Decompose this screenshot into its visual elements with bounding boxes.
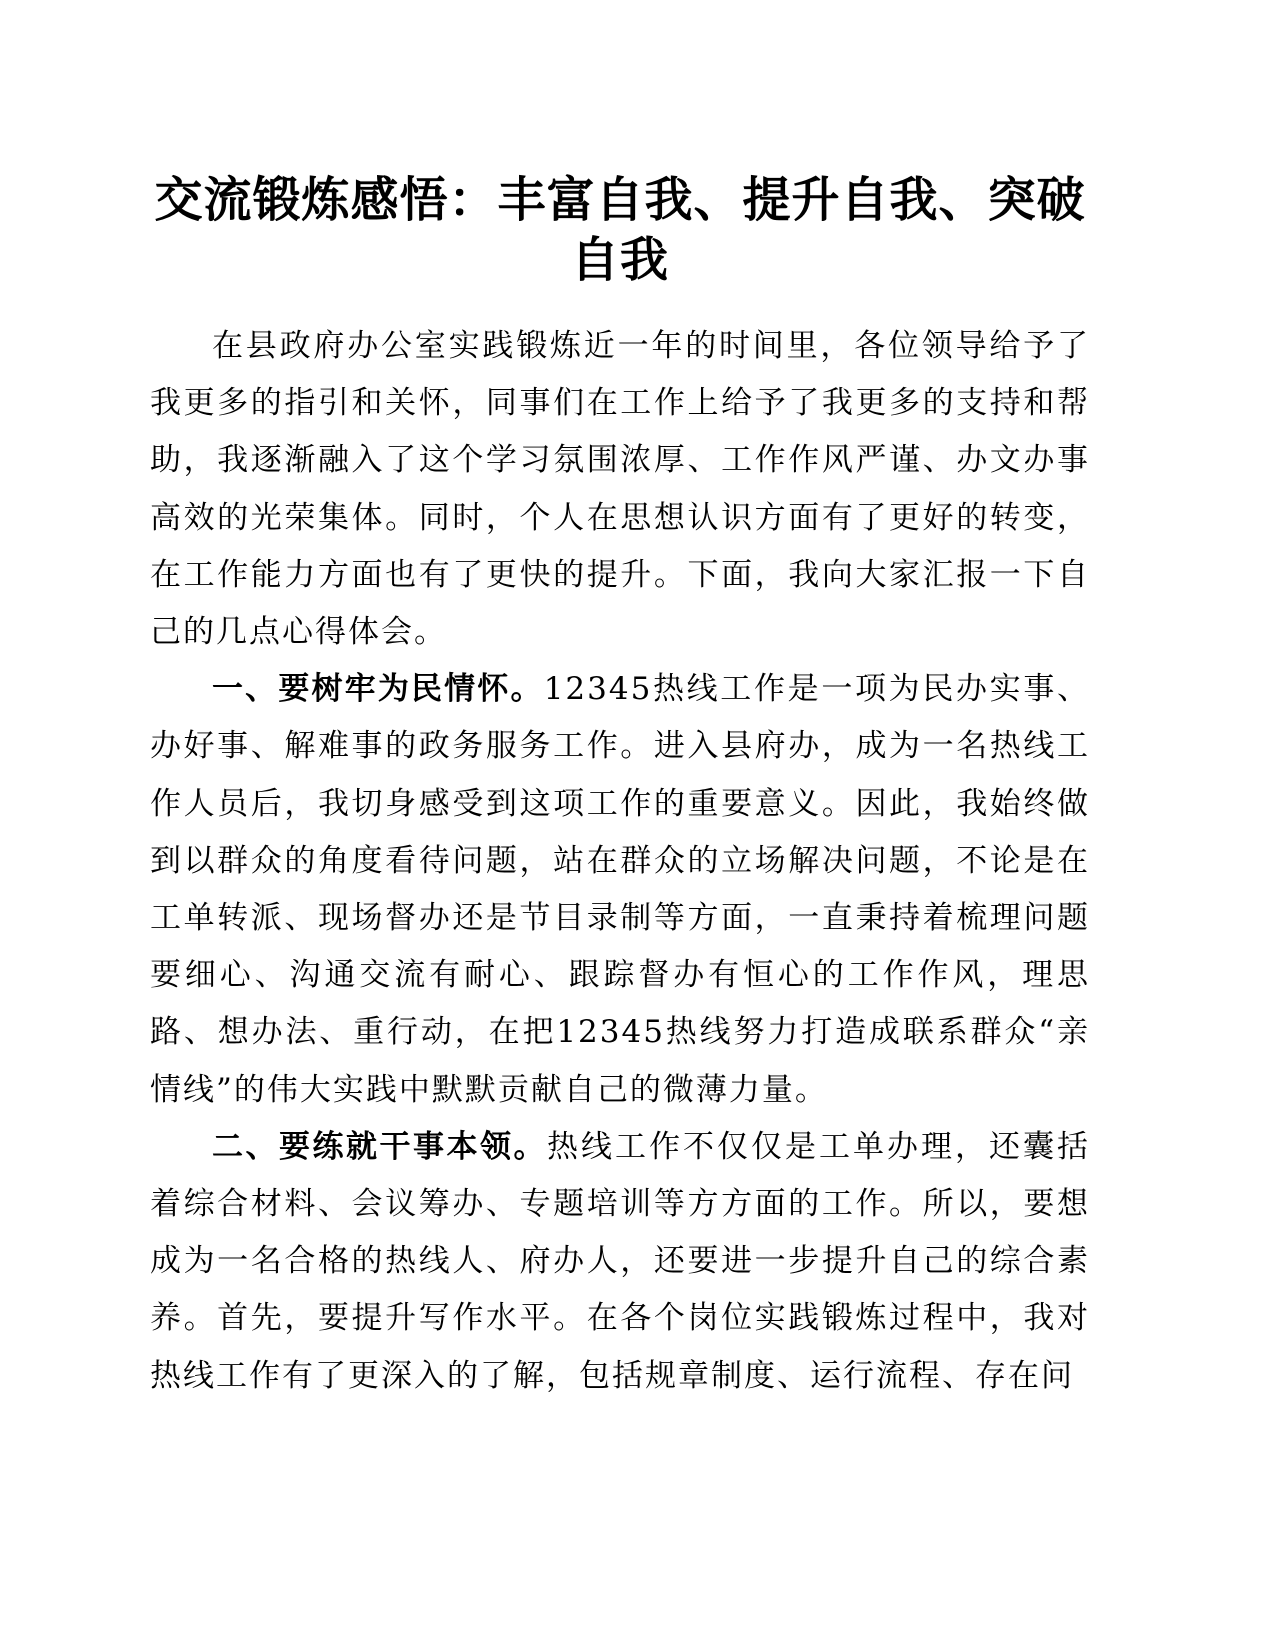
section-heading-1: 一、要树牢为民情怀。 (212, 671, 544, 708)
intro-paragraph: 在县政府办公室实践锻炼近一年的时间里，各位领导给予了我更多的指引和关怀，同事们在工作上给予了我更多的支持和帮助，我逐渐融入了这个学习氛围浓厚、工作作风严谨、办文办事高效的光荣集体。同时，个人在思想认识方面有了更好的转变，在工作能力方面也有了更快的提升。下面，我向大家汇报一下自己的几点心得体会。 (150, 328, 1090, 651)
section-text-2: 热线工作不仅仅是工单办理，还囊括着综合材料、会议筹办、专题培训等方方面的工作。所以，要想成为一名合格的热线人、府办人，还要进一步提升自己的综合素养。首先，要提升写作水平。在各个岗位实践锻炼过程中，我对热线工作有了更深入的了解，包括规章制度、运行流程、存在问 (150, 1128, 1090, 1394)
document-body (150, 318, 1090, 1405)
section-paragraph-1 (150, 661, 1090, 1119)
document-title: 交流锻炼感悟：丰富自我、提升自我、突破自我 (154, 172, 1086, 288)
section-heading-2: 二、要练就干事本领。 (212, 1128, 547, 1165)
section-paragraph-2 (150, 1119, 1090, 1405)
section-text-1: 12345热线工作是一项为民办实事、办好事、解难事的政务服务工作。进入县府办，成为一名热线工作人员后，我切身感受到这项工作的重要意义。因此，我始终做到以群众的角度看待问题，站在群众的立场解决问题，不论是在工单转派、现场督办还是节目录制等方面，一直秉持着梳理问题要细心、沟通交流有耐心、跟踪督办有恒心的工作作风，理思路、想办法、重行动，在把12345热线努力打造成联系群众“亲情线”的伟大实践中默默贡献自己的微薄力量。 (150, 671, 1090, 1108)
